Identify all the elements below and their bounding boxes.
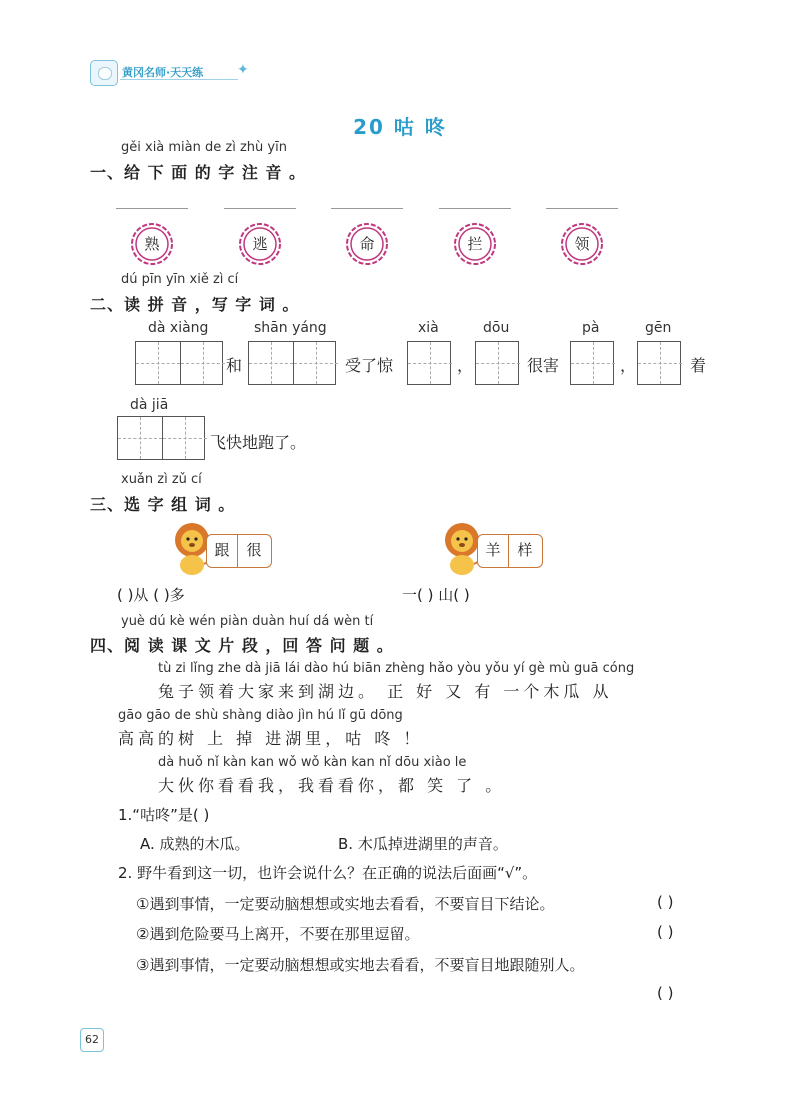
text-comma-2: ， — [620, 356, 637, 375]
answer-line-5[interactable] — [546, 208, 618, 209]
passage-line-2: 高高的树 上 掉 进湖里，咕 咚 ！ — [118, 729, 424, 748]
pinyin-xia: xià — [418, 320, 439, 336]
s4-pinyin: yuè dú kè wén piàn duàn huí dá wèn tí — [121, 614, 374, 629]
q2-item-3: ③遇到事情，一定要动脑想想或实地去看看，不要盲目地跟随别人。 — [136, 956, 585, 974]
text-feikuai: 飞快地跑了。 — [210, 433, 307, 452]
q2-item-1: ①遇到事情，一定要动脑想想或实地去看看，不要盲目下结论。 — [136, 895, 555, 913]
s3-pinyin: xuǎn zì zǔ cí — [121, 472, 202, 487]
s3-heading: 三、选 字 组 词 。 — [90, 495, 236, 514]
flower-char-2: 逃 — [238, 222, 282, 266]
passage-py-2: gāo gāo de shù shàng diào jìn hú lǐ gū dōng — [118, 708, 403, 723]
flower-char-3: 命 — [345, 222, 389, 266]
write-grid-dou[interactable] — [475, 341, 519, 385]
blank-row-2[interactable]: 一( ) 山( ) — [402, 586, 470, 604]
write-grid-xia[interactable] — [407, 341, 451, 385]
q1-option-b[interactable]: B. 木瓜掉进湖里的声音。 — [338, 835, 508, 853]
q2-paren-1[interactable]: ( ) — [657, 893, 674, 911]
q2-paren-2[interactable]: ( ) — [657, 923, 674, 941]
passage-line-3: 大伙你看看我，我看看你，都 笑 了 。 — [158, 776, 506, 795]
q1-option-a[interactable]: A. 成熟的木瓜。 — [140, 835, 250, 853]
s4-heading: 四、阅 读 课 文 片 段 ，回 答 问 题 。 — [90, 636, 394, 655]
write-grid-gen[interactable] — [637, 341, 681, 385]
write-grid-pa[interactable] — [570, 341, 614, 385]
passage-line-1: 兔子领着大家来到湖边。 正 好 又 有 一个木瓜 从 — [158, 682, 613, 701]
passage-py-1: tù zi lǐng zhe dà jiā lái dào hú biān zhèng hǎo yòu yǒu yí gè mù guā cóng — [158, 661, 635, 676]
brand-text: 黄冈名师·天天练 — [122, 66, 204, 79]
blank-row-1[interactable]: ( )从 ( )多 — [117, 586, 185, 604]
text-zhe: 着 — [690, 356, 707, 375]
q2-paren-3[interactable]: ( ) — [657, 984, 674, 1002]
choice-box-1: 跟 很 — [206, 534, 272, 568]
answer-line-3[interactable] — [331, 208, 403, 209]
flower-char-4: 拦 — [453, 222, 497, 266]
write-grid-dajia[interactable] — [117, 416, 205, 460]
s2-heading: 二、读 拼 音 ，写 字 词 。 — [90, 295, 300, 314]
sparkle-icon: ✦ — [237, 62, 249, 78]
answer-line-1[interactable] — [116, 208, 188, 209]
choice-box-2: 羊 样 — [477, 534, 543, 568]
bear-icon — [90, 60, 118, 86]
brand-logo — [90, 60, 250, 84]
q2-item-2: ②遇到危险要马上离开，不要在那里逗留。 — [136, 925, 420, 943]
question-2: 2. 野牛看到这一切，也许会说什么？在正确的说法后面画“√”。 — [118, 864, 538, 882]
pinyin-daxiang: dà xiàng — [148, 320, 209, 336]
pinyin-dajia: dà jiā — [130, 397, 169, 413]
pinyin-shanyang: shān yáng — [254, 320, 327, 336]
flower-char-5: 领 — [560, 222, 604, 266]
answer-line-4[interactable] — [439, 208, 511, 209]
write-grid-shanyang[interactable] — [248, 341, 336, 385]
s2-pinyin: dú pīn yīn xiě zì cí — [121, 272, 239, 287]
text-comma-1: ， — [457, 356, 474, 375]
text-henhai: 很害 — [527, 356, 560, 375]
s1-heading: 一、给 下 面 的 字 注 音 。 — [90, 163, 306, 182]
text-he: 和 — [226, 356, 243, 375]
text-shoulejing: 受了惊 — [345, 356, 394, 375]
passage-py-3: dà huǒ nǐ kàn kan wǒ wǒ kàn kan nǐ dōu xiào le — [158, 755, 467, 770]
page-number: 62 — [80, 1028, 104, 1052]
write-grid-daxiang[interactable] — [135, 341, 223, 385]
question-1: 1.“咕咚”是( ) — [118, 806, 210, 824]
answer-line-2[interactable] — [224, 208, 296, 209]
pinyin-dou: dōu — [483, 320, 510, 336]
pinyin-pa: pà — [582, 320, 600, 336]
page-title: 20 咕 咚 — [353, 115, 447, 139]
s1-pinyin: gěi xià miàn de zì zhù yīn — [121, 140, 287, 155]
pinyin-gen: gēn — [645, 320, 672, 336]
flower-char-1: 熟 — [130, 222, 174, 266]
